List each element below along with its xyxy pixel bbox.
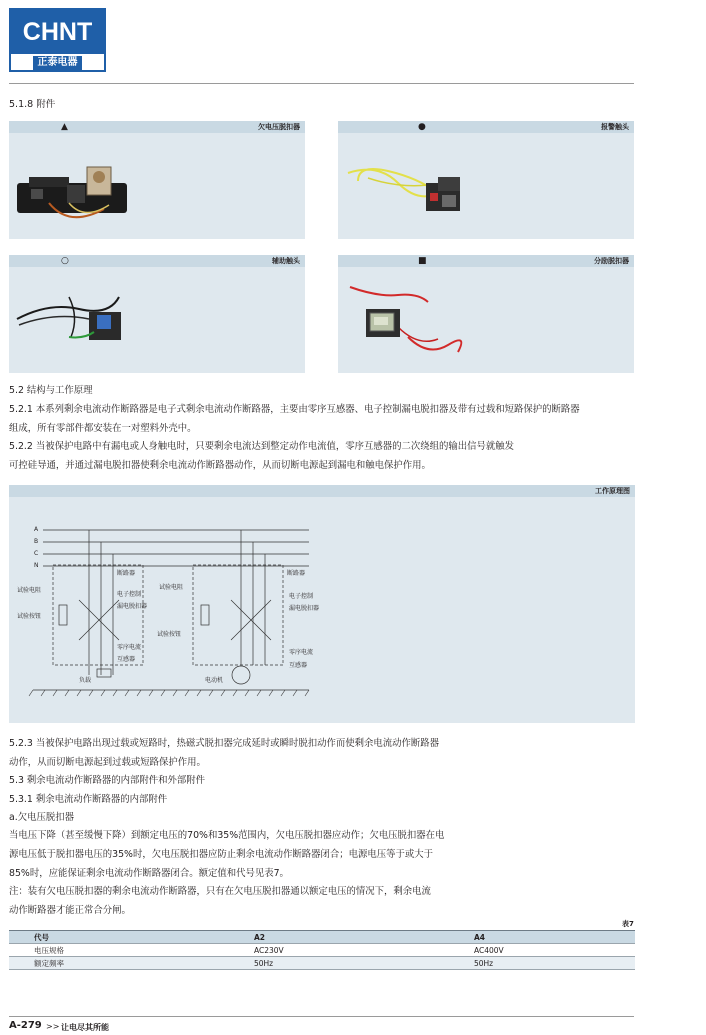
panel-label: 辅助触头 [272,257,300,265]
right-ct-label-2: 互感器 [289,662,308,669]
phase-label-b: B [34,538,39,545]
section-5-3-1-title: 5.3.1 剩余电流动作断路器的内部附件 [9,794,168,805]
panel-header [338,255,634,267]
open-circle-symbol-icon: ○ [61,256,69,266]
panel-label: 报警触头 [601,123,629,131]
table-row [9,944,635,957]
para-undervoltage-line3: 85%时，应能保证剩余电流动作断路器闭合。额定值和代号见表7。 [9,868,289,879]
filled-square-symbol-icon: ■ [418,256,427,266]
section-5-3-title: 5.3 剩余电流动作断路器的内部附件和外部附件 [9,775,206,786]
chnt-logo [9,8,106,72]
logo-text: CHNT [11,10,104,54]
footer-divider [9,1016,634,1017]
panel-label: 欠电压脱扣器 [258,123,300,131]
panel-header [338,121,634,133]
note-line2: 动作断路器才能正常合分闸。 [9,905,131,916]
footer-separator: >> [46,1022,60,1031]
table-header-row [9,931,635,944]
table-cell: AC400V [449,944,635,957]
page-number: A-279 [9,1020,42,1031]
header-cell: 代号 [9,931,229,944]
logo-cn: 正泰电器 [33,56,82,70]
shunt-release-photo [338,267,634,373]
auxiliary-contact-photo [9,267,305,373]
left-ecu-label-1: 电子控制 [117,591,142,598]
footer-slogan: 让电尽其所能 [61,1023,109,1032]
note-line1: 注：装有欠电压脱扣器的剩余电流动作断路器，只有在欠电压脱扣器通以额定电压的情况下，剩余电流 [9,886,431,897]
header-cell: A4 [449,931,635,944]
para-5-2-2-line2: 可控硅导通，并通过漏电脱扣器使剩余电流动作断路器动作，从而切断电源起到漏电和触电保护作用。 [9,460,431,471]
accessory-panel-shunt [338,255,634,373]
para-5-2-3-line2: 动作，从而切断电源起到过载或短路保护作用。 [9,757,206,768]
triangle-symbol-icon: ▲ [61,122,68,132]
subsection-a-title: a.欠电压脱扣器 [9,812,74,823]
right-ecu-label-2: 漏电脱扣器 [289,605,320,612]
para-5-2-3-line1: 5.2.3 当被保护电路出现过载或短路时，热磁式脱扣器完成延时或瞬时脱扣动作而使剩余电流动作断路器 [9,738,439,749]
table-cell: 电压规格 [9,944,229,957]
section-5-2-title: 5.2 结构与工作原理 [9,385,93,396]
para-5-2-2-line1: 5.2.2 当被保护电路中有漏电或人身触电时，只要剩余电流达到整定动作电流值，零序互感器的二次绕组的输出信号就触发 [9,441,514,452]
table-cell: 额定频率 [9,957,229,970]
right-ecu-label-1: 电子控制 [289,593,314,600]
left-ct-label-1: 零序电流 [117,644,142,651]
left-test-resistor-label: 试验电阻 [17,587,42,594]
left-ecu-label-2: 漏电脱扣器 [117,603,148,610]
panel-label: 分励脱扣器 [594,257,629,265]
section-5-1-8-title: 5.1.8 附件 [9,99,56,110]
working-principle-diagram [9,485,635,723]
table-7 [9,930,635,970]
para-5-2-1-line2: 组成，所有零部件都安装在一对塑料外壳中。 [9,423,197,434]
table7-caption: 表7 [622,920,634,928]
undervoltage-release-photo [9,133,305,239]
header-divider [9,83,634,84]
phase-label-a: A [34,526,39,533]
right-test-button-label: 试验按钮 [157,631,182,638]
alarm-contact-photo [338,133,634,239]
right-test-resistor-label: 试验电阻 [159,584,184,591]
accessory-panel-alarm [338,121,634,239]
right-breaker-label: 断路器 [287,570,306,577]
load-label: 负载 [79,677,92,684]
accessory-panel-auxiliary [9,255,305,373]
table-cell: 50Hz [229,957,449,970]
phase-label-c: C [34,550,39,557]
left-breaker-label: 断路器 [117,570,136,577]
left-ct-label-2: 互感器 [117,656,136,663]
right-ct-label-1: 零序电流 [289,649,314,656]
header-cell: A2 [229,931,449,944]
para-undervoltage-line2: 源电压低于脱扣器电压的35%时，欠电压脱扣器应防止剩余电流动作断路器闭合；电源电压等于或大于 [9,849,433,860]
table-cell: 50Hz [449,957,635,970]
motor-label: 电动机 [205,677,224,684]
table-row [9,957,635,970]
phase-label-n: N [34,562,39,569]
left-test-button-label: 试验按钮 [17,613,42,620]
panel-header [9,255,305,267]
diagram-label: 工作原理图 [595,487,630,495]
accessory-panel-undervoltage [9,121,305,239]
para-undervoltage-line1: 当电压下降（甚至缓慢下降）到额定电压的70%和35%范围内，欠电压脱扣器应动作；欠电压脱扣器在电 [9,830,445,841]
para-5-2-1-line1: 5.2.1 本系列剩余电流动作断路器是电子式剩余电流动作断路器，主要由零序互感器、电子控制漏电脱扣器及带有过载和短路保护的断路器 [9,404,580,415]
circuit-diagram [9,485,635,723]
filled-circle-symbol-icon: ● [418,122,426,132]
table-cell: AC230V [229,944,449,957]
